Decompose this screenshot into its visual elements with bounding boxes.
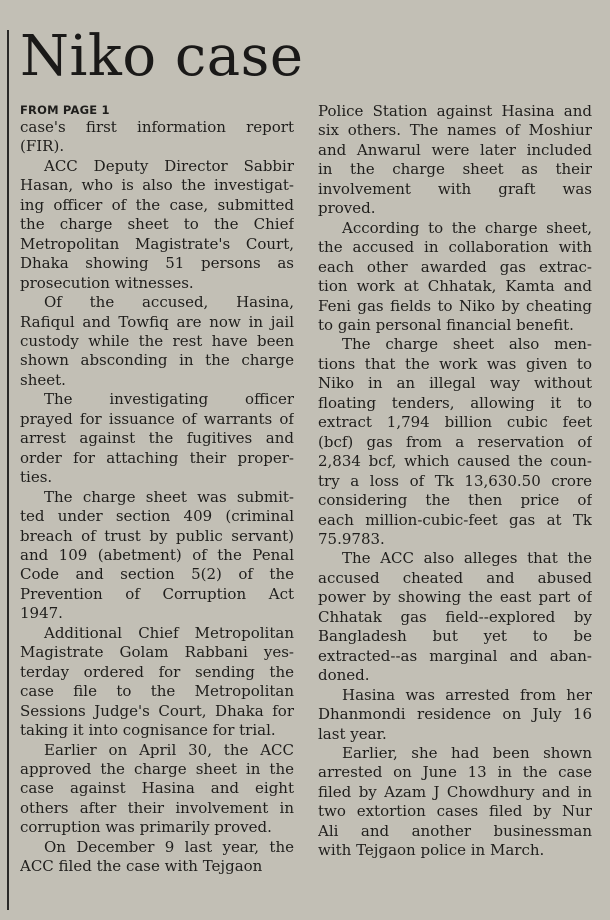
text-line: According to the charge sheet, xyxy=(342,218,592,237)
paragraph xyxy=(20,741,294,838)
text-line: Ali and another businessman xyxy=(318,821,592,840)
text-line: filed by Azam J Chowdhury and in xyxy=(318,782,592,801)
text-line: Chhatak gas field--explored by xyxy=(318,607,592,626)
text-line: (FIR). xyxy=(20,137,65,156)
text-line: each million-cubic-feet gas at Tk xyxy=(318,510,592,529)
text-line: ties. xyxy=(20,468,53,487)
right-column xyxy=(318,103,592,861)
paragraph xyxy=(20,118,294,157)
paragraph xyxy=(20,488,294,624)
text-line: floating tenders, allowing it to xyxy=(318,393,592,412)
paragraph xyxy=(20,293,294,390)
text-line: to gain personal financial benefit. xyxy=(318,315,574,334)
paragraph xyxy=(318,219,592,336)
text-line: 2,834 bcf, which caused the coun- xyxy=(318,452,592,471)
text-line: last year. xyxy=(318,724,387,743)
text-line: proved. xyxy=(318,199,376,218)
text-line: with Tejgaon police in March. xyxy=(318,841,545,860)
text-line: (bcf) gas from a reservation of xyxy=(318,432,592,451)
text-line: each other awarded gas extrac- xyxy=(318,257,592,276)
text-line: Feni gas fields to Niko by cheating xyxy=(318,296,592,315)
text-line: sheet. xyxy=(20,370,66,389)
text-line: The investigating officer xyxy=(44,390,294,409)
text-line: Hasina was arrested from her xyxy=(342,685,592,704)
text-line: taking it into cognisance for trial. xyxy=(20,721,276,740)
paragraph xyxy=(20,624,294,741)
text-line: ing officer of the case, submitted xyxy=(20,195,294,214)
text-line: custody while the rest have been xyxy=(20,331,294,350)
text-line: considering the then price of xyxy=(318,491,592,510)
text-line: order for attaching their proper- xyxy=(20,448,294,467)
text-line: breach of trust by public servant) xyxy=(20,526,294,545)
text-line: Magistrate Golam Rabbani yes- xyxy=(20,643,294,662)
text-line: case against Hasina and eight xyxy=(20,779,294,798)
text-line: Earlier on April 30, the ACC xyxy=(44,740,294,759)
text-line: involvement with graft was xyxy=(318,179,592,198)
text-line: power by showing the east part of xyxy=(318,588,592,607)
text-line: The ACC also alleges that the xyxy=(342,549,592,568)
paragraph xyxy=(20,390,294,487)
text-line: The charge sheet was submit- xyxy=(44,487,294,506)
kicker: FROM PAGE 1 xyxy=(20,103,110,117)
paragraph xyxy=(20,157,294,293)
right-column-body xyxy=(318,102,592,861)
text-line: prayed for issuance of warrants of xyxy=(20,409,294,428)
text-line: Of the accused, Hasina, xyxy=(44,293,294,312)
text-line: terday ordered for sending the xyxy=(20,662,294,681)
text-line: Prevention of Corruption Act xyxy=(20,584,294,603)
text-line: others after their involvement in xyxy=(20,798,294,817)
text-line: Niko in an illegal way without xyxy=(318,374,592,393)
text-line: the accused in collaboration with xyxy=(318,238,592,257)
text-line: The charge sheet also men- xyxy=(342,335,592,354)
text-line: six others. The names of Moshiur xyxy=(318,121,592,140)
text-line: extract 1,794 billion cubic feet xyxy=(318,413,592,432)
paragraph xyxy=(318,335,592,549)
text-line: Rafiqul and Towfiq are now in jail xyxy=(20,312,294,331)
text-line: Dhaka showing 51 persons as xyxy=(20,254,294,273)
text-line: and Anwarul were later included xyxy=(318,140,592,159)
text-line: case file to the Metropolitan xyxy=(20,682,294,701)
left-column-body xyxy=(20,118,294,877)
text-line: Additional Chief Metropolitan xyxy=(44,623,294,642)
text-line: Code and section 5(2) of the xyxy=(20,565,294,584)
paragraph xyxy=(318,549,592,685)
text-line: the charge sheet to the Chief xyxy=(20,215,294,234)
text-line: Sessions Judge's Court, Dhaka for xyxy=(20,701,294,720)
text-line: Dhanmondi residence on July 16 xyxy=(318,705,592,724)
text-line: two extortion cases filed by Nur xyxy=(318,802,592,821)
text-line: tion work at Chhatak, Kamta and xyxy=(318,277,592,296)
text-line: doned. xyxy=(318,666,370,685)
text-line: shown absconding in the charge xyxy=(20,351,294,370)
text-line: accused cheated and abused xyxy=(318,568,592,587)
text-line: ted under section 409 (criminal xyxy=(20,507,294,526)
column-rule xyxy=(7,30,9,910)
text-line: Metropolitan Magistrate's Court, xyxy=(20,234,294,253)
text-line: arrested on June 13 in the case xyxy=(318,763,592,782)
text-line: 1947. xyxy=(20,604,63,623)
text-line: corruption was primarily proved. xyxy=(20,818,272,837)
text-line: arrest against the fugitives and xyxy=(20,429,294,448)
paragraph xyxy=(318,102,592,219)
text-line: 75.9783. xyxy=(318,529,385,548)
text-line: try a loss of Tk 13,630.50 crore xyxy=(318,471,592,490)
paragraph xyxy=(318,686,592,744)
text-line: Hasan, who is also the investigat- xyxy=(20,176,294,195)
text-line: On December 9 last year, the xyxy=(44,837,294,856)
text-line: Bangladesh but yet to be xyxy=(318,627,592,646)
text-line: and 109 (abetment) of the Penal xyxy=(20,545,294,564)
text-line: extracted--as marginal and aban- xyxy=(318,646,592,665)
text-line: ACC Deputy Director Sabbir xyxy=(44,156,294,175)
paragraph xyxy=(318,744,592,861)
headline: Niko case xyxy=(20,24,304,89)
text-line: Police Station against Hasina and xyxy=(318,102,592,120)
text-line: case's first information report xyxy=(20,118,294,136)
text-line: in the charge sheet as their xyxy=(318,160,592,179)
text-line: prosecution witnesses. xyxy=(20,273,194,292)
paragraph xyxy=(20,838,294,877)
text-line: ACC filed the case with Tejgaon xyxy=(20,857,263,876)
text-line: tions that the work was given to xyxy=(318,354,592,373)
left-column xyxy=(20,103,294,877)
text-line: Earlier, she had been shown xyxy=(342,743,592,762)
text-line: approved the charge sheet in the xyxy=(20,759,294,778)
